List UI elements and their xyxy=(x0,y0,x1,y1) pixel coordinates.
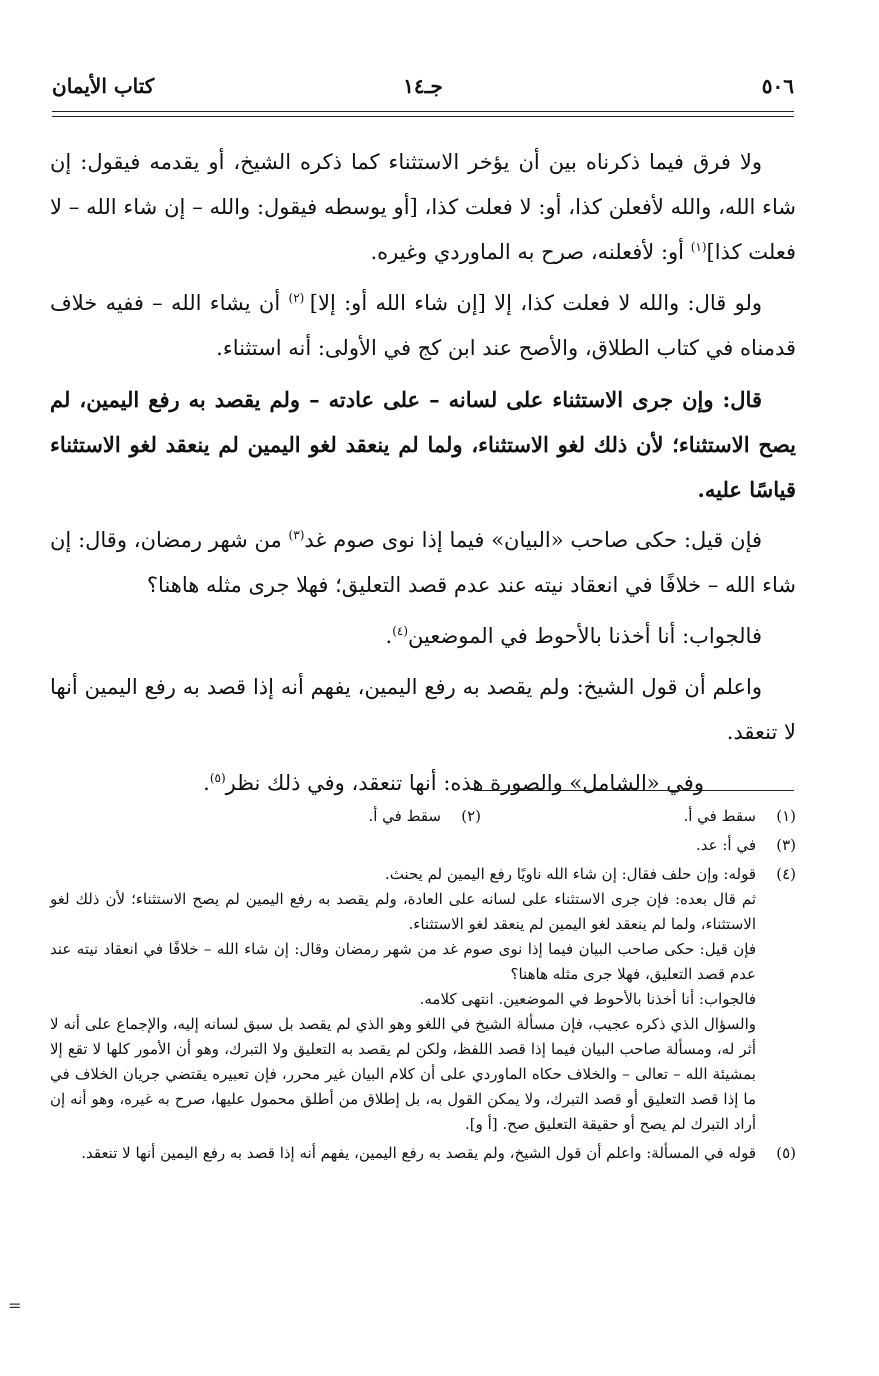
paragraph-4: فإن قيل: حكى صاحب «البيان» فيما إذا نوى صوم غد$^{(٣)}$ من شهر رمضان، وقال: إن شاء الله – خلافًا في انعقاد نيته عند عدم قصد التعليق؛ فهلا جرى مثله هاهنا؟ xyxy=(50,528,796,597)
footnotes xyxy=(50,804,796,1170)
footnote-4: (٤) قوله: وإن حلف فقال: إن شاء الله ناويًا رفع اليمين لم يحنث. ثم قال بعده: فإن جرى الاستثناء على لسانه على العادة، ولم يقصد به رفع اليمين لم يصح الاستثناء؛ لأن ذلك لغو الاستثناء، ولما لم ينعقد لغو اليمين لم ينعقد لغو الاستثناء. فإن قيل: حكى صاحب البيان فيما إذا نوى صوم غد من شهر رمضان وقال: إن شاء الله – خلافًا في انعقاد نيته عند عدم قصد التعليق، فهلا جرى مثله هاهنا؟ فالجواب: أنا أخذنا بالأحوط في الموضعين. انتهى كلامه. والسؤال الذي ذكره عجيب، فإن مسألة الشيخ في اللغو وهو الذي لم يقصد بل سبق لسانه إليه، والإجماع على أنه لا أثر له، ومسألة صاحب البيان فيما إذا قصد اللفظ، ولكن لم يقصد به التعليق ولا التبرك، وهو أن الأمور كلها لا تقع إلا بمشيئة الله – تعالى – والخلاف حكاه الماوردي على أن كلام البيان غير محرر، فإن تعبيره يقتضي جريان الخلاف في ما إذا قصد التعليق أو قصد التبرك، ولا يمكن القول به، بل إطلاق من أطلق محمول عليها، صرح به غيره، وهو أنه إن أراد التبرك لم يصح أو حقيقة التعليق صح. [أ و]. xyxy=(50,862,796,1137)
footnote-number: (١) xyxy=(776,807,796,825)
footnote-ref-3[interactable]: (٣) xyxy=(288,528,305,542)
book-title: كتاب الأيمان xyxy=(52,74,155,98)
running-header xyxy=(52,74,794,104)
main-text xyxy=(50,140,796,812)
footnote-number: (٤) xyxy=(776,865,796,883)
footnote-ref-5[interactable]: (٥) xyxy=(209,771,226,785)
header-rule-bottom xyxy=(52,116,794,117)
footnote-row-1-2 xyxy=(50,804,796,833)
paragraph-5: فالجواب: أنا أخذنا بالأحوط في الموضعين$^{(٤)}$. xyxy=(385,624,762,648)
page-number: ٥٠٦ xyxy=(761,74,794,98)
paragraph-6: واعلم أن قول الشيخ: ولم يقصد به رفع اليمين، يفهم أنه إذا قصد به رفع اليمين أنها لا تنعقد. xyxy=(50,675,796,744)
footnote-ref-2[interactable]: (٢) xyxy=(288,291,310,305)
footnote-number: (٥) xyxy=(776,1144,796,1162)
footnote-1: (١) سقط في أ. xyxy=(481,804,796,829)
paragraph-3: قال: وإن جرى الاستثناء على لسانه – على عادته – ولم يقصد به رفع اليمين، لم يصح الاستثناء؛ لأن ذلك لغو الاستثناء، ولما لم ينعقد لغو اليمين لم ينعقد لغو الاستثناء قياسًا عليه. xyxy=(50,387,796,502)
footnote-3: (٣) في أ: عد. xyxy=(50,833,796,858)
footnote-number: (٢) xyxy=(461,807,481,825)
header-rule-top xyxy=(52,111,794,112)
paragraph-7: وفي «الشامل» والصورة هذه: أنها تنعقد، وفي ذلك نظر$^{(٥)}$. xyxy=(203,771,704,795)
footnote-2: (٢) سقط في أ. xyxy=(166,804,481,829)
footnote-number: (٣) xyxy=(776,836,796,854)
footnote-ref-1[interactable]: (١) xyxy=(690,240,707,254)
margin-mark: = xyxy=(8,1296,22,1315)
footnote-ref-4[interactable]: (٤) xyxy=(392,624,409,638)
footnote-5: (٥) قوله في المسألة: واعلم أن قول الشيخ، ولم يقصد به رفع اليمين، يفهم أنه إذا قصد به رفع اليمين أنها لا تنعقد. xyxy=(50,1141,796,1166)
paragraph-1: ولا فرق فيما ذكرناه بين أن يؤخر الاستثناء كما ذكره الشيخ، أو يقدمه فيقول: إن شاء الله، والله لأفعلن كذا، أو: لا فعلت كذا، [أو يوسطه فيقول: والله – إن شاء الله – لا فعلت كذا]$^{(١)}$ أو: لأفعلنه، صرح به الماوردي وغيره. xyxy=(50,150,797,264)
volume-label: جـ١٤ xyxy=(403,74,443,98)
paragraph-2: ولو قال: والله لا فعلت كذا، إلا [إن شاء الله أو: إلا] $^{(٢)}$ أن يشاء الله – ففيه خلاف قدمناه في كتاب الطلاق، والأصح عند ابن كج في الأولى: أنه استثناء. xyxy=(50,291,796,360)
footnote-separator xyxy=(474,790,794,791)
